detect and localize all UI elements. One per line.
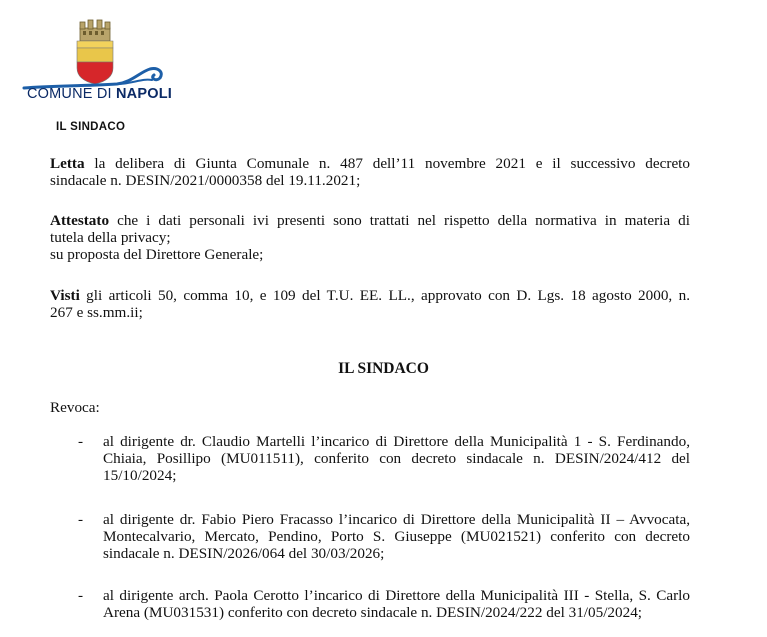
list-item: - al dirigente dr. Claudio Martelli l’incarico di Direttore della Municipalità 1 - S. Ferdinando, Chiaia, Posillipo (MU011511), conferito con decreto sindacale n. DESIN/2024/412 del 15/10/2024; — [78, 433, 690, 484]
logo-text: COMUNE DI NAPOLI — [27, 86, 172, 102]
paragraph-attestato: Attestato che i dati personali ivi presenti sono trattati nel rispetto della normativa in materia di tutela della privacy; su proposta del Direttore Generale; — [50, 212, 690, 263]
section-title: IL SINDACO — [338, 360, 429, 377]
paragraph-letta: Letta la delibera di Giunta Comunale n. 487 dell’11 novembre 2021 e il successivo decreto sindacale n. DESIN/2021/0000358 del 19.11.2021; — [50, 155, 690, 189]
list-dash: - — [78, 587, 84, 604]
shield-icon — [77, 41, 113, 84]
list-dash: - — [78, 511, 84, 528]
list-item: - al dirigente arch. Paola Cerotto l’incarico di Direttore della Municipalità III - Stella, S. Carlo Arena (MU031531) conferito con decreto sindacale n. DESIN/2024/222 del 31/05/2024; — [78, 587, 690, 621]
list-item: - al dirigente dr. Fabio Piero Fracasso l’incarico di Direttore della Municipalità II – Avvocata, Montecalvario, Mercato, Pendino, Porto S. Giuseppe (MU021521) conferito con decreto sindacale n. DESIN/2026/064 del 30/03/2026; — [78, 511, 690, 562]
list-dash: - — [78, 433, 84, 450]
header-title: IL SINDACO — [56, 121, 126, 133]
paragraph-visti: Visti gli articoli 50, comma 10, e 109 del T.U. EE. LL., approvato con D. Lgs. 18 agosto 2000, n. 267 e ss.mm.ii; — [50, 287, 690, 321]
revoca-label: Revoca: — [50, 399, 100, 416]
crown-icon — [80, 20, 110, 41]
